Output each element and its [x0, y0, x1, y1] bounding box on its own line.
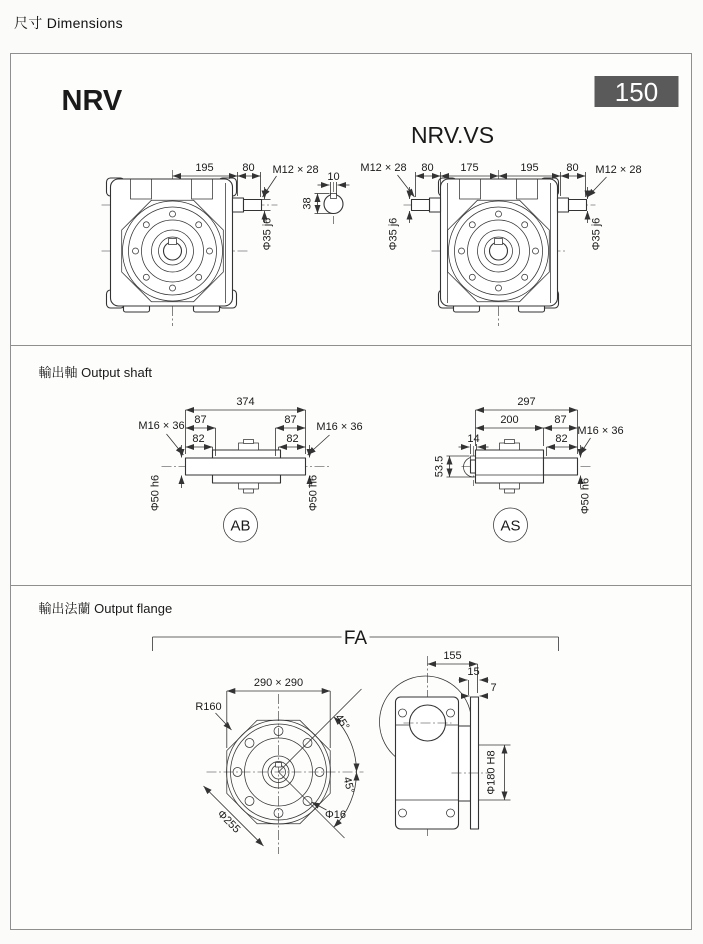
side-width-label: 155: [443, 650, 462, 662]
as-total-length-label: 297: [517, 396, 536, 408]
output-shaft-section-title: 輸出軸 Output shaft: [38, 365, 152, 380]
as-dim-82-label: 82: [555, 433, 568, 445]
section1-titles: [62, 76, 679, 148]
section-output-shaft: [11, 345, 691, 585]
shaft-dia-left-label: Φ35 j6: [387, 217, 400, 251]
model-title: NRV: [61, 85, 123, 117]
dim-80-right-label: 80: [566, 162, 579, 174]
flange-radius-label: R160: [195, 701, 222, 713]
drawing-panel: [10, 53, 692, 930]
size-badge-label: 150: [614, 77, 659, 107]
key-width-label: 10: [327, 171, 340, 183]
flange-angle-bottom-label: 45°: [340, 775, 357, 795]
key-height-label: 53.5: [433, 455, 446, 478]
dim-80-left-label: 80: [421, 162, 434, 174]
output-flange-drawing: [11, 586, 691, 929]
ab-shaft-dia-left-label: Φ50 h6: [149, 474, 162, 512]
ab-dim-82-left-label: 82: [192, 433, 205, 445]
nrvvs-front-view: [360, 162, 641, 326]
ab-shaft-dia-right-label: Φ50 h6: [307, 474, 320, 512]
key-width-label: 14: [467, 433, 480, 445]
shaft-dia-right-label: Φ35 j6: [590, 217, 603, 251]
as-shaft-dia-label: Φ50 h6: [579, 477, 592, 515]
output-flange-section-title: 輸出法蘭 Output flange: [38, 601, 173, 616]
fa-label: FA: [343, 628, 368, 649]
section-front-views: [11, 54, 691, 345]
thread-left-label: M12 × 28: [360, 162, 407, 174]
flange-front-view: [195, 677, 363, 854]
dim-195-label: 195: [520, 162, 539, 174]
flange-angle-top-label: 45°: [332, 712, 352, 733]
ab-dim-87-right-label: 87: [284, 414, 297, 426]
section-output-flange: [11, 585, 691, 929]
side-thickness-label: 7: [490, 682, 497, 694]
ab-thread-right-label: M16 × 36: [316, 421, 363, 433]
flange-hole-dia-label: Φ16: [324, 809, 347, 821]
flange-square-label: 290 × 290: [253, 677, 304, 689]
side-offset-label: 15: [467, 666, 480, 678]
vs-model-title: NRV.VS: [410, 122, 495, 148]
ab-thread-left-label: M16 × 36: [138, 420, 185, 432]
ab-shaft-drawing: [138, 396, 362, 542]
as-dim-87-label: 87: [554, 414, 567, 426]
dim-195-label: 195: [195, 162, 214, 174]
thread-label: M12 × 28: [272, 164, 319, 176]
fa-bracket: [153, 628, 559, 651]
ab-dim-87-left-label: 87: [194, 414, 207, 426]
nrv-front-view: [102, 162, 319, 326]
front-views-drawing: [11, 54, 691, 345]
ab-total-length-label: 374: [236, 396, 255, 408]
thread-right-label: M12 × 28: [595, 164, 642, 176]
dim-175-label: 175: [460, 162, 479, 174]
dim-80-label: 80: [242, 162, 255, 174]
output-shaft-drawing: [11, 346, 691, 585]
as-dim-200-label: 200: [500, 414, 519, 426]
flange-bolt-circle-label: Φ255: [214, 808, 243, 836]
flange-side-view: [380, 650, 511, 838]
worm-shaft-section-detail: [302, 171, 350, 224]
page-title: 尺寸 Dimensions: [14, 15, 123, 31]
as-balloon-label: AS: [500, 517, 521, 535]
as-thread-label: M16 × 36: [577, 425, 624, 437]
as-shaft-drawing: [462, 396, 624, 542]
key-depth-label: 38: [301, 197, 314, 210]
side-spigot-dia-label: Φ180 H8: [485, 750, 498, 795]
ab-balloon-label: AB: [230, 517, 251, 535]
shaft-dia-label: Φ35 j6: [261, 217, 274, 251]
ab-dim-82-right-label: 82: [286, 433, 299, 445]
